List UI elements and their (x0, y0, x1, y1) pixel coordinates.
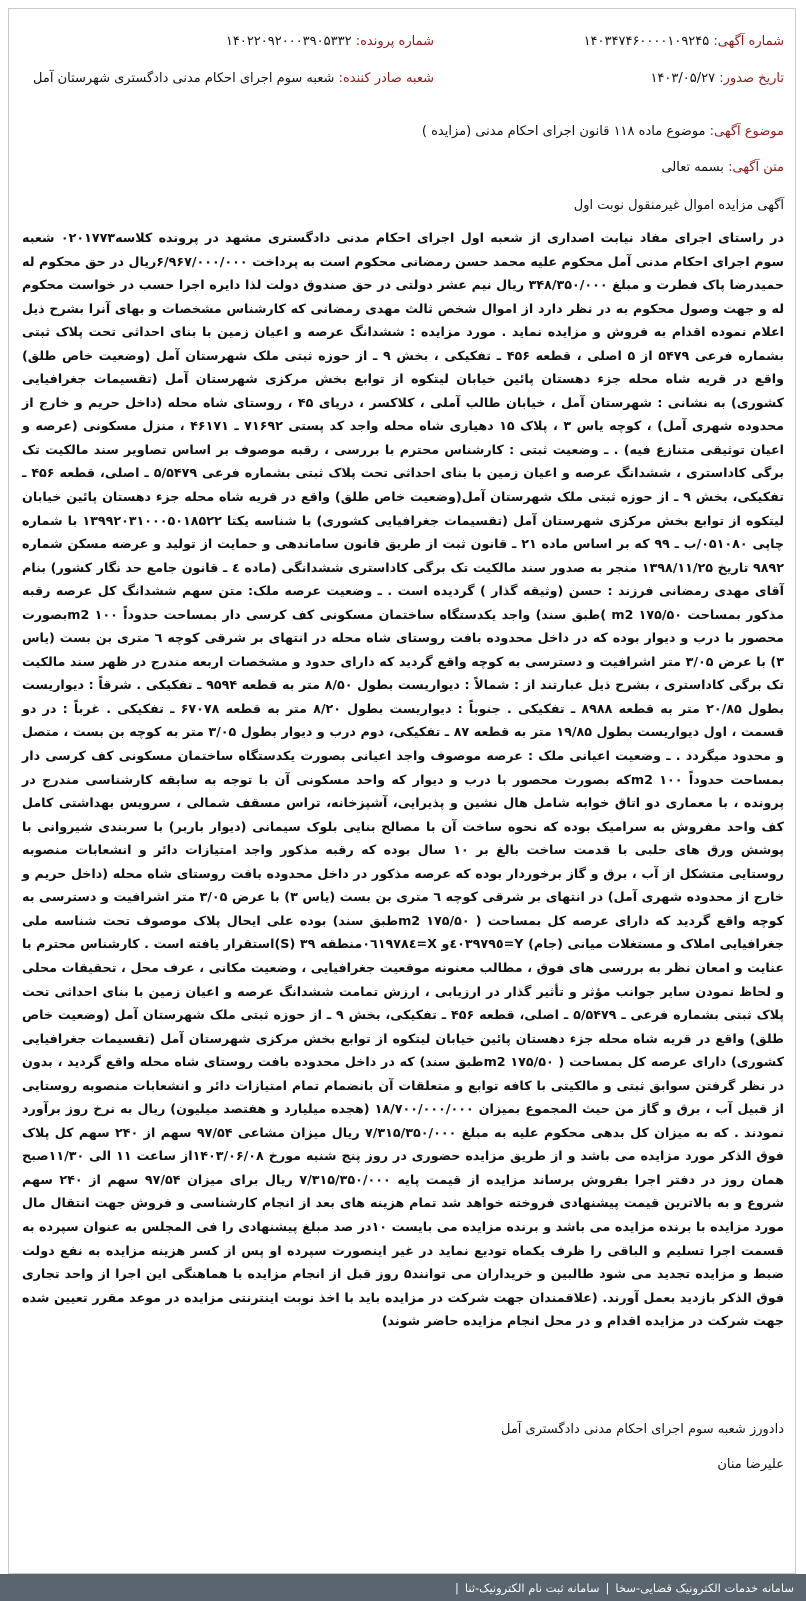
notice-text-label: متن آگهی: (728, 160, 784, 175)
issue-date (650, 71, 784, 86)
footer-link-sakha[interactable]: سامانه خدمات الکترونیک قضایی-سخا (615, 1580, 794, 1595)
case-number-value: ۱۴۰۲۲۰۹۲۰۰۰۳۹۰۵۳۳۲ (225, 34, 352, 49)
notice-heading: آگهی مزایده اموال غیرمنقول نوبت اول (573, 198, 784, 213)
subject-label: موضوع آگهی: (709, 124, 784, 139)
issuer (33, 71, 434, 86)
notice-text-row (661, 160, 784, 175)
signatory-title: دادورز شعبه سوم اجرای احکام مدنی دادگستری آمل (500, 1422, 784, 1437)
issue-date-label: تاریخ صدور: (719, 71, 784, 86)
footer-bar (0, 1574, 806, 1601)
case-number-label: شماره پرونده: (355, 34, 434, 49)
notice-number (584, 34, 784, 49)
footer-separator: | (605, 1580, 610, 1595)
notice-number-value: ۱۴۰۳۴۷۴۶۰۰۰۰۱۰۹۲۴۵ (583, 34, 710, 49)
issuer-value: شعبه سوم اجرای احکام مدنی دادگستری شهرستان آمل (33, 71, 335, 86)
issuer-label: شعبه صادر کننده: (338, 71, 434, 86)
subject-value: موضوع ماده ۱۱۸ قانون اجرای احکام مدنی (مزایده ) (421, 124, 706, 139)
notice-body: در راستای اجرای مفاد نیابت اصداری از شعبه اول اجرای احکام مدنی دادگستری مشهد در پرونده کلاسه۰۲۰۱۷۷۳ شعبه سوم اجرای احکام مدنی آمل محکوم علیه محمد حسن رمضانی محکوم است به پرداخت ۶/۹۶۷/۰۰۰/۰۰۰ریال در حق محکوم له حمیدرضا پاک فطرت و مبلغ ۳۴۸/۳۵۰/۰۰۰ ریال نیم عشر دولتی در حق صندوق دولت لذا دایره اجرا حسب در خواست محکوم له و جهت وصول محکوم به در نظر دارد از اموال شخص ثالث مهدی رمضانی که کارشناس مشخصات و بهای آنرا بشرح ذیل اعلام نموده اقدام به فروش و مزایده نماید . مورد مزایده : ششدانگ عرصه و اعیان زمین با بنای احداثی تحت پلاک ثبتی بشماره فرعی ۵۴۷۹ از ۵ اصلی ، قطعه ۴۵۶ ـ تفکیکی ، بخش ۹ ـ از حوزه ثبتی ملک شهرستان آمل (وضعیت خاص طلق) واقع در قریه شاه محله جزء دهستان پائین خیابان لیتکوه از توابع بخش مرکزی شهرستان آمل (تقسیمات جغرافیایی کشوری) به نشانی : شهرستان آمل ، خیابان طالب آملی ، کلاکسر ، دریای ۴۵ ، روستای شاه محله (داخل حریم و خارج از محدوده شهری آمل) ، کوچه یاس ۳ ، پلاک ۱۵ دهیاری شاه محله واجد کد پستی ۷۱۶۹۲ ـ ۴۶۱۷۱ ، منزل مسکونی (عرصه و اعیان توثیقی متنازع فیه) . ـ وضعیت ثبتی : کارشناس محترم با بررسی ، رقبه موصوف بر اساس تصاویر سند مالکیت تک برگی کاداستری ، ششدانگ عرصه و اعیان زمین با بنای احداثی تحت پلاک ثبتی بشماره فرعی ۵/۵۴۷۹ ـ اصلی، قطعه ۴۵۶ ـ تفکیکی، بخش ۹ ـ از حوزه ثبتی ملک شهرستان آمل(وضعیت خاص طلق) واقع در قریه شاه محله جزء دهستان پائین خیابان لیتکوه از توابع بخش مرکزی شهرستان آمل (تقسیمات جغرافیایی کشوری) با شناسه یکتا ۱۳۹۹۲۰۳۱۰۰۰۵۰۱۸۵۲۲ با شماره چاپی ۰۵۱۰۸۰/ب ـ ۹۹ که بر اساس ماده ۲۱ ـ قانون ثبت از طریق قانون ساماندهی و حمایت از تولید و عرضه مسکن شماره ۹۸۹۲ تاریخ ۱۳۹۸/۱۱/۲۵ منجر به صدور سند مالکیت تک برگی کاداستری ششدانگی (ماده ٤ ـ قانون جامع حد نگار کشور) بنام آقای مهدی رمضانی فرزند : حسن (وثیقه گذار ) گردیده است . ـ وضعیت عرصه ملک: متن سهم ششدانگ کل عرصه رقبه مذکور بمساحت m2 ۱۷۵/۵۰ )طبق سند) واجد یکدستگاه ساختمان مسکونی کف کرسی دار بمساحت حدوداً ۱۰۰ m2بصورت محصور با درب و دیوار بوده که در داخل محدوده بافت روستای شاه محله در انتهای بر شرقی کوچه ٦ متری بن بست (یاس ۳) با عرض ۳/۰۵ متر اشرافیت و دسترسی به کوچه واقع گردید که دارای حدود و مشخصات اربعه مندرج در ظهر سند مالکیت تک برگی کاداستری ، بشرح ذیل عبارتند از : شمالاً : دیواریست بطول ۸/۵۰ متر به قطعه ۹۵۹۴ ـ تفکیکی . شرقاً : دیواریست بطول ۲۰/۸۵ متر به قطعه ۸۹۸۸ ـ تفکیکی . جنوباً : دیواریست بطول ۸/۲۰ متر به قطعه ۶۷۰۷۸ ـ تفکیکی . غرباً : در دو قسمت ، اول دیواریست بطول ۱۹/۸۵ متر به قطعه ۸۷ ـ تفکیکی، دوم درب و دیوار بطول ۳/۰۵ متر به کوچه بن بست ، متصل و محدود میگردد . ـ وضعیت اعیانی ملک : عرصه موصوف واجد اعیانی بصورت یکدستگاه ساختمان مسکونی کف کرسی دار بمساحت حدوداً ۱۰۰ m2که بصورت محصور با درب و دیوار که واحد مسکونی آن با توجه به سابقه کارشناسی مندرج در پرونده ، با معماری دو اتاق خوابه شامل هال نشین و پذیرایی، آشپزخانه، تراس مسقف شمالی ، سرویس بهداشتی کامل کف واحد مفروش به سرامیک بوده که نحوه ساخت آن با مصالح بنایی بلوک سیمانی (دیوار باربر) با سربندی شیروانی با پوشش ورق های حلبی با قدمت ساخت بالغ بر ۱۰ سال بوده که رقبه مذکور واجد امتیازات دائر و انشعابات منصوبه روستایی متشکل از آب ، برق و گاز برخوردار بوده که عرصه مذکور در داخل محدوده بافت روستای شاه محله (داخل حریم و خارج از محدوده شهری آمل) در انتهای بر شرقی کوچه ٦ متری بن بست (یاس ۳) با عرض ۳/۰۵ متر اشرافیت و دسترسی به کوچه واقع گردید که دارای عرصه کل بمساحت ( m2 ۱۷۵/۵۰طبق سند) بوده علی ایحال پلاک موصوف تحت شناسه ملی جغرافیایی املاک و مستغلات میانی (جام) Y=٤٠٣٩٧٩٥و X=٠٦١٩٧٨٤منطقه ۳۹ (S)استقرار یافته است . کارشناس محترم با عنایت و امعان نظر به بررسی های فوق ، مطالب معنونه موقعیت جغرافیایی ، وضعیت مکانی ، عرف محل ، تحقیقات محلی و لحاظ نمودن سایر جوانب مؤثر و تأثیر گذار در ارزیابی ، ارزش تمامت ششدانگ عرصه و اعیان زمین با بنای احداثی تحت پلاک ثبتی بشماره فرعی ـ ۵/۵۴۷۹ ـ اصلی، قطعه ۴۵۶ ـ تفکیکی، بخش ۹ ـ از حوزه ثبتی ملک شهرستان آمل (وضعیت خاص طلق) واقع در قریه شاه محله جزء دهستان پائین خیابان لیتکوه از توابع بخش مرکزی شهرستان آمل (تقسیمات جغرافیایی کشوری) دارای عرصه کل بمساحت ( m2 ۱۷۵/۵۰طبق سند) که در داخل محدوده بافت روستای شاه محله واقع گردید ، بدون در نظر گرفتن سوابق ثبتی و مالکیتی با کافه توابع و متعلقات آن بانضمام تمام امتیازات دائر و انشعابات منصوبه روستایی از قبیل آب ، برق و گاز من حیث المجموع بمیزان ۱۸/۷۰۰/۰۰۰/۰۰۰ (هجده میلیارد و هفتصد میلیون) ریال به نرخ روز برآورد نمودند . که به میزان کل بدهی محکوم علیه به مبلغ ۷/۳۱۵/۳۵۰/۰۰۰ ریال میزان مشاعی ۹۷/۵۴ سهم از ۲۴۰ سهم کل پلاک فوق الذکر مورد مزایده می باشد و از طریق مزایده حضوری در روز پنج شنبه مورخ ۱۴۰۳/۰۶/۰۸از ساعت ۱۱ الی ۱۱/۳۰صبح همان روز در دفتر اجرا بفروش برساند مزایده از قیمت پایه ۷/۳۱۵/۳۵۰/۰۰۰ ریال برای میزان ۹۷/۵۴ سهم از ۲۴۰ سهم شروع و به بالاترین قیمت پیشنهادی فروخته خواهد شد تمام هزینه های بعد از انجام کارشناسی و فروش جهت انتقال مال مورد مزایده با برنده مزایده می باشد و برنده مزایده می بایست ۱۰در صد مبلغ پیشنهادی را فی المجلس به عنوان سپرده به قسمت اجرا تسلیم و الباقی را ظرف یکماه تودیع نماید در غیر اینصورت سپرده او پس از کسر هزینه مزایده به نفع دولت ضبط و مزایده تجدید می شود طالبین و خریداران می توانند۵ روز قبل از انجام مزایده با هماهنگی این اجرا از واحد تجاری فوق الذکر بازدید بعمل آورند. (علاقمندان جهت شرکت در مزایده باید با اخذ نوبت اینترنتی مزایده در موعد مقرر تعیین شده جهت شرکت در مزایده اقدام و در محل انجام مزایده حاضر شوند) (22, 230, 785, 1329)
footer-trailing-separator: | (454, 1580, 459, 1595)
issue-date-value: ۱۴۰۳/۰۵/۲۷ (650, 71, 716, 86)
subject-row (422, 124, 784, 139)
signatory-name: علیرضا منان (717, 1457, 784, 1472)
case-number (226, 34, 434, 49)
notice-text-value: بسمه تعالی (661, 160, 724, 175)
footer-link-sana[interactable]: سامانه ثبت نام الکترونیک-ثنا (464, 1580, 600, 1595)
notice-number-label: شماره آگهی: (713, 34, 784, 49)
